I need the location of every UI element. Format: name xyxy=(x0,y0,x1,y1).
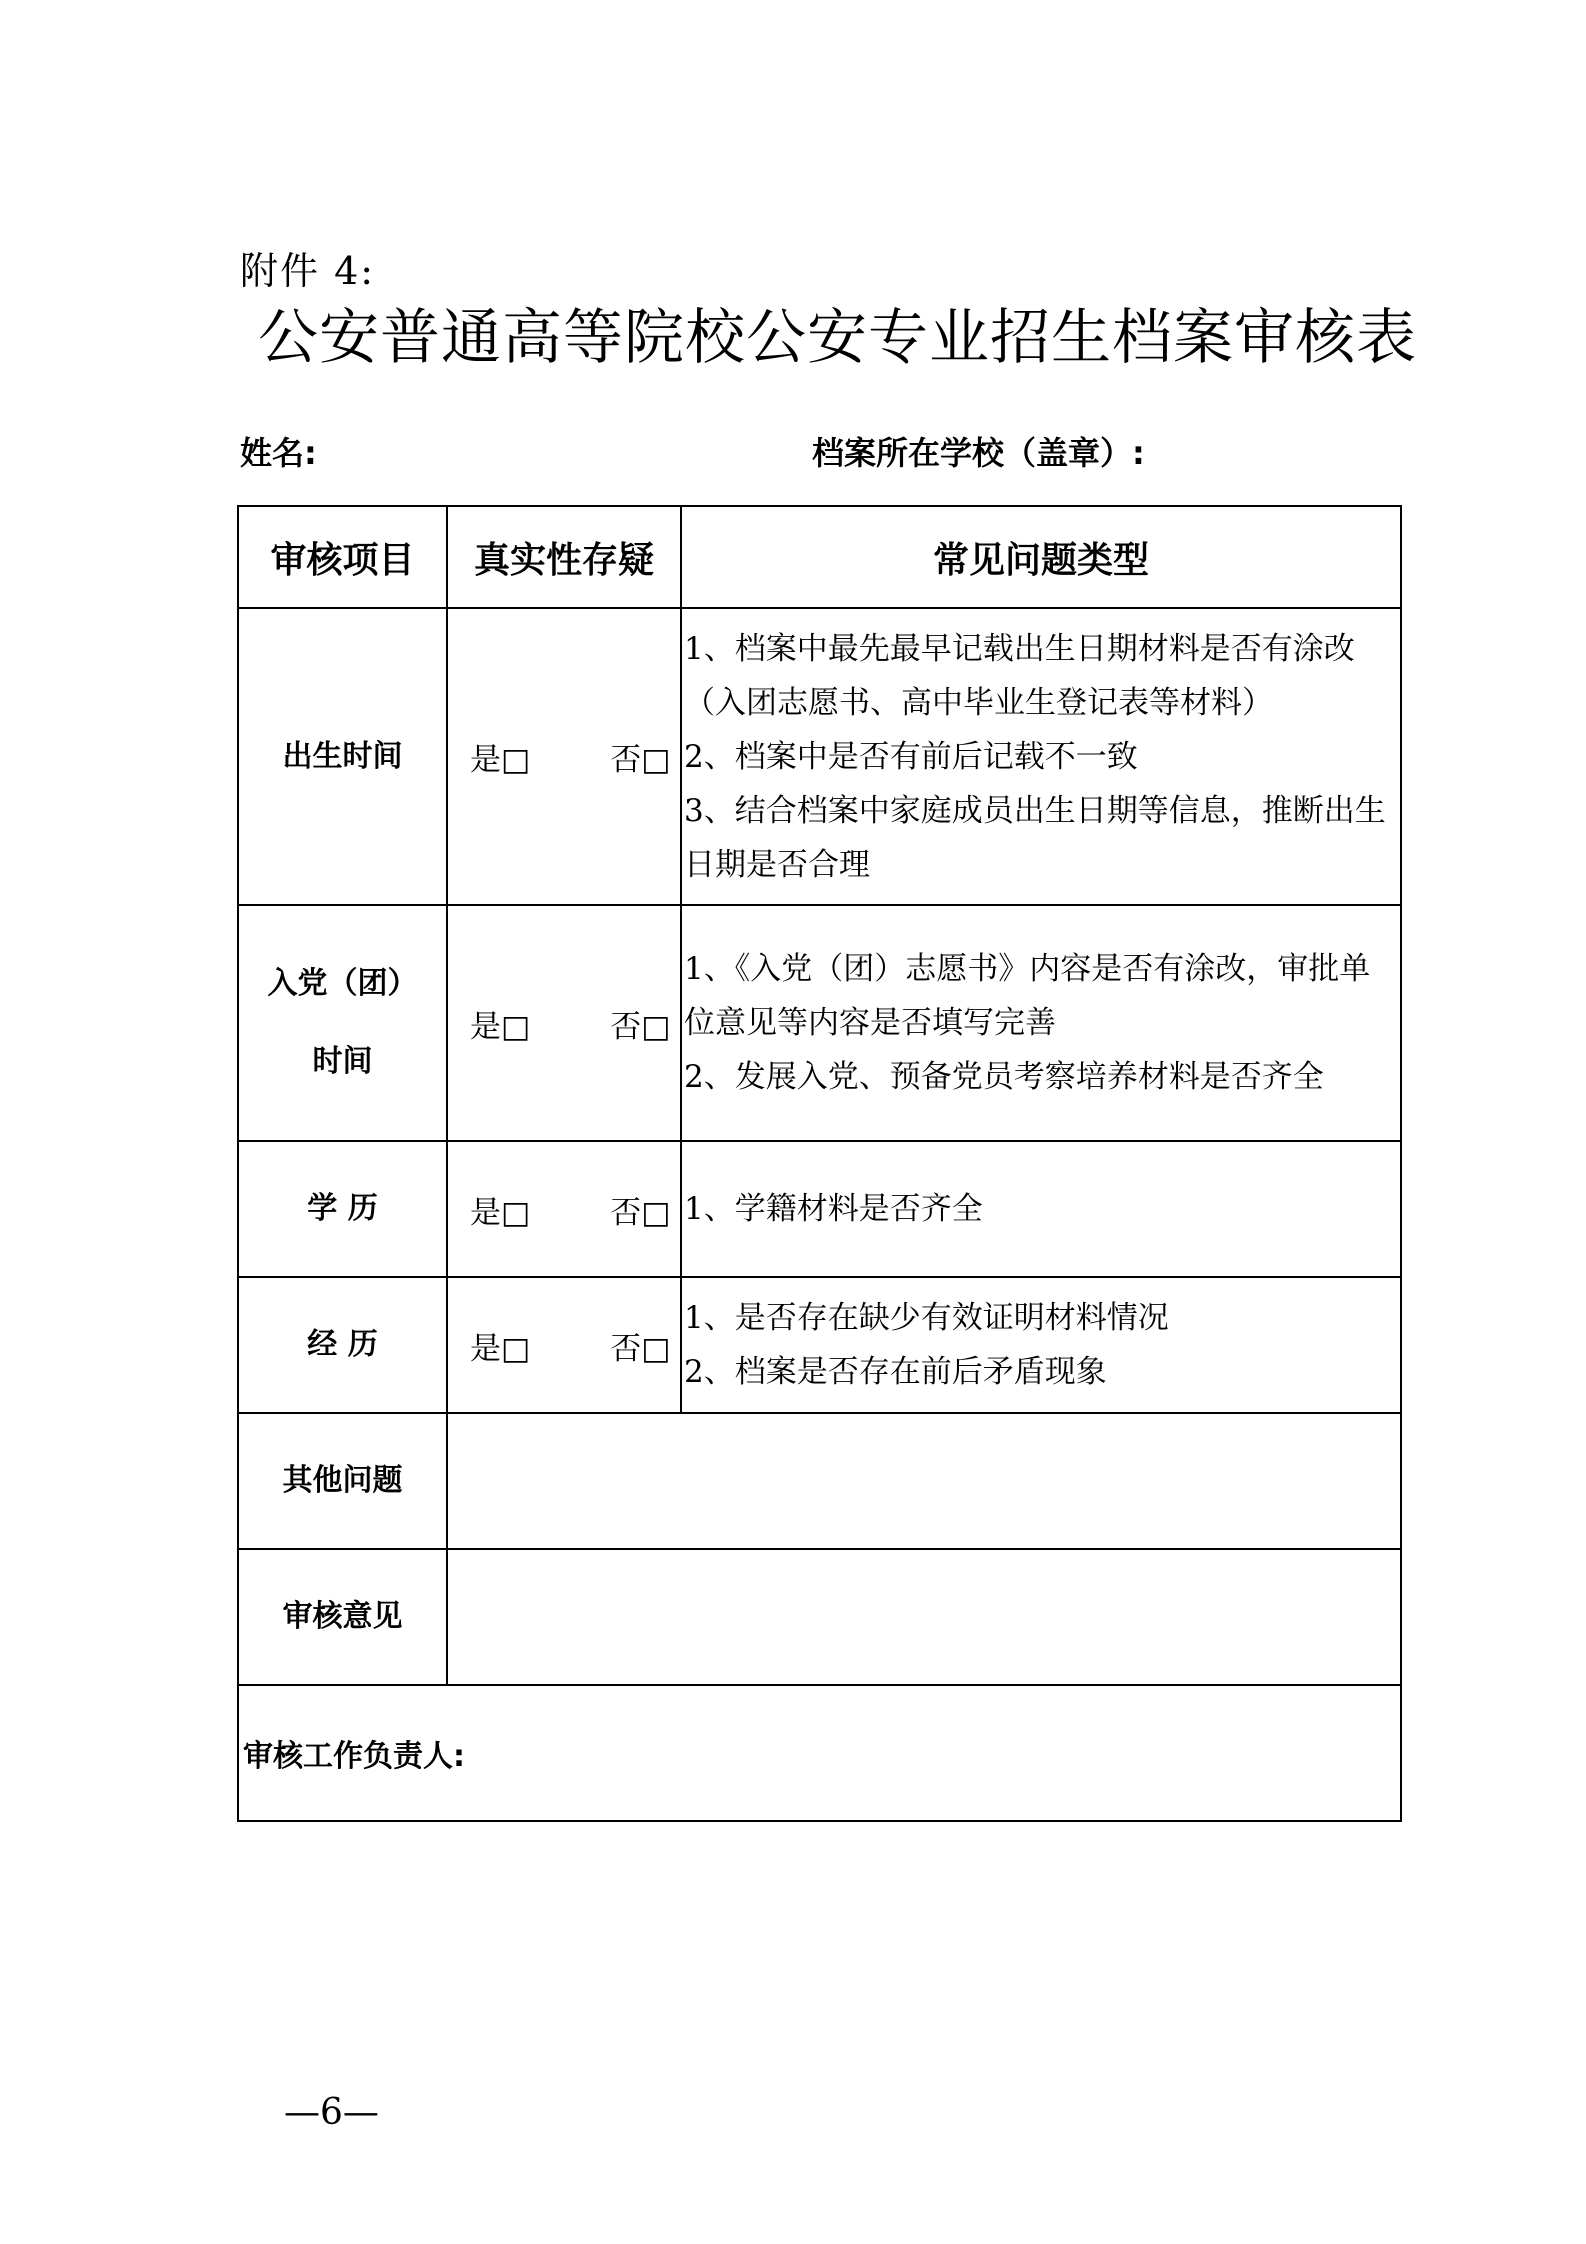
table-row xyxy=(238,1141,1401,1277)
no-checkbox[interactable]: 否□ xyxy=(610,1330,671,1367)
no-checkbox[interactable]: 否□ xyxy=(610,1194,671,1231)
row-label-education: 学 历 xyxy=(238,1141,447,1277)
header-authenticity-doubt: 真实性存疑 xyxy=(447,506,681,608)
row-label-line: 时间 xyxy=(312,1044,373,1079)
attachment-label: 附件 4: xyxy=(240,249,376,293)
row-label-review-opinion: 审核意见 xyxy=(238,1549,447,1685)
name-field-label: 姓名: xyxy=(240,434,317,472)
issue-list xyxy=(681,905,1401,1141)
yes-checkbox[interactable]: 是□ xyxy=(470,1008,531,1045)
row-label-party-time xyxy=(238,905,447,1141)
review-form-table xyxy=(237,505,1402,1822)
issue-line: 日期是否合理 xyxy=(684,846,870,883)
no-checkbox[interactable]: 否□ xyxy=(610,1008,671,1045)
page-number: —6— xyxy=(284,2092,379,2133)
table-row xyxy=(238,905,1401,1141)
yes-checkbox[interactable]: 是□ xyxy=(470,1330,531,1367)
row-label-birth-date: 出生时间 xyxy=(238,608,447,905)
issue-line: 位意见等内容是否填写完善 xyxy=(684,1005,1056,1041)
yes-no-choice xyxy=(447,608,681,905)
issue-line: 1、学籍材料是否齐全 xyxy=(684,1191,983,1227)
no-checkbox[interactable]: 否□ xyxy=(610,742,671,778)
issue-list xyxy=(681,1141,1401,1277)
signer-label: 审核工作负责人: xyxy=(243,1739,465,1774)
table-header-row xyxy=(238,506,1401,608)
review-opinion-field[interactable] xyxy=(447,1549,1401,1685)
header-review-item: 审核项目 xyxy=(238,506,447,608)
issue-line: 2、档案中是否有前后记载不一致 xyxy=(684,738,1138,775)
issue-line: 2、发展入党、预备党员考察培养材料是否齐全 xyxy=(684,1059,1324,1095)
table-row xyxy=(238,1413,1401,1549)
table-row xyxy=(238,608,1401,905)
other-issues-field[interactable] xyxy=(447,1413,1401,1549)
issue-line: 3、结合档案中家庭成员出生日期等信息，推断出生 xyxy=(684,792,1386,829)
school-seal-label: 档案所在学校（盖章）: xyxy=(812,434,1145,472)
yes-checkbox[interactable]: 是□ xyxy=(470,742,531,778)
yes-no-choice xyxy=(447,1141,681,1277)
header-common-issues: 常见问题类型 xyxy=(681,506,1401,608)
review-signer-field[interactable] xyxy=(238,1685,1401,1821)
row-label-experience: 经 历 xyxy=(238,1277,447,1413)
table-row xyxy=(238,1549,1401,1685)
row-label-line: 入党（团） xyxy=(267,966,418,1001)
issue-line: 1、是否存在缺少有效证明材料情况 xyxy=(684,1300,1169,1336)
issue-line: 1、档案中最先最早记载出生日期材料是否有涂改 xyxy=(684,630,1355,667)
yes-checkbox[interactable]: 是□ xyxy=(470,1194,531,1231)
issue-list xyxy=(681,608,1401,905)
table-row xyxy=(238,1277,1401,1413)
table-row xyxy=(238,1685,1401,1821)
issue-list xyxy=(681,1277,1401,1413)
yes-no-choice xyxy=(447,1277,681,1413)
row-label-other-issues: 其他问题 xyxy=(238,1413,447,1549)
issue-line: 2、档案是否存在前后矛盾现象 xyxy=(684,1354,1107,1390)
yes-no-choice xyxy=(447,905,681,1141)
document-title: 公安普通高等院校公安专业招生档案审核表 xyxy=(258,303,1417,373)
issue-line: （入团志愿书、高中毕业生登记表等材料） xyxy=(684,684,1273,721)
issue-line: 1、《入党（团）志愿书》内容是否有涂改，审批单 xyxy=(684,951,1371,987)
